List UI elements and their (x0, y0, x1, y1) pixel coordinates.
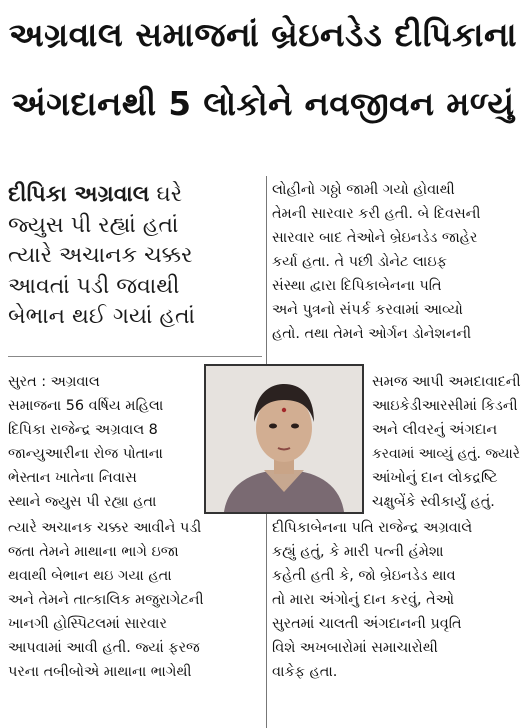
lead-line: ત્યારે અચાનક ચક્કર (8, 243, 193, 268)
lead-paragraph (8, 180, 270, 333)
lead-line: જ્યુસ પી રહ્યાં હતાં (8, 212, 179, 238)
lead-line: દીપિકા અગ્રવાલ ઘરે (8, 182, 183, 207)
section-divider (8, 356, 262, 357)
article-column-right-top: લોહીનો ગઠ્ઠો જામી ગયો હોવાથી તેમની સારવાર કરી હતી. બે દિવસની સારવાર બાદ તેઓને બ્રેઇનડેડ જાહેર કર્યા હતા. તે પછી ડોનેટ લાઇફ સંસ્થા દ્વારા દિપિકાબેનના પતિ અને પુત્રનો સંપર્ક કરવામાં આવ્યો હતો. તથા તેમને ઓર્ગન ડોનેશનની (272, 182, 481, 342)
lead-name: દીપિકા અગ્રવાલ (8, 182, 150, 207)
portrait-illustration (206, 366, 362, 512)
lead-line: બેભાન થઈ ગયાં હતાં (8, 304, 195, 329)
article-column-right-bottom: દીપિકાબેનના પતિ રાજેન્દ્ર અગ્રવાલે કહ્યું હતું, કે મારી પત્ની હંમેશા કહેતી હતી કે, જો બ્રેઇનડેડ થાવ તો મારા અંગોનું દાન કરવું, તેઓ સુરતમાં ચાલતી અંગદાનની પ્રવૃતિ વિશે અખબારોમાં સમાચારોથી વાકેફ હતા. (272, 520, 473, 680)
article-column-right-mid: સમજ આપી અમદાવાદની આઇકેડીઆરસીમાં કિડની અને લીવરનું અંગદાન કરવામાં આવ્યું હતું. જ્યારે આંખોનું દાન લોકદ્રષ્ટિ ચક્ષુબેંકે સ્વીકાર્યું હતું. (372, 374, 521, 510)
article-column-left-bottom: ત્યારે અચાનક ચક્કર આવીને પડી જતા તેમને માથાના ભાગે ઇજા થવાથી બેભાન થઇ ગયા હતા અને તેમને તાત્કાલિક મજુરાગેટની ખાનગી હોસ્પિટલમાં સારવાર આપવામાં આવી હતી. જ્યાં ફરજ પરના તબીબોએ માથાના ભાગેથી (8, 520, 204, 680)
portrait-photo (204, 364, 364, 514)
headline-line-2: અંગદાનથી 5 લોકોને નવજીવન મળ્યું (11, 85, 515, 123)
lead-line: આવતાં પડી જવાથી (8, 273, 180, 299)
article-column-left-top: સુરત : અગ્રવાલ સમાજના 56 વર્ષિય મહિલા દિપિકા રાજેન્દ્ર અગ્રવાલ 8 જાન્યુઆરીના રોજ પોતાના ભેસ્તાન ખાતેના નિવાસ સ્થાને જ્યુસ પી રહ્યા હતા (8, 374, 164, 510)
headline-line-1: અગ્રવાલ સમાજનાં બ્રેઇનડેડ દીપિકાના (8, 15, 518, 54)
